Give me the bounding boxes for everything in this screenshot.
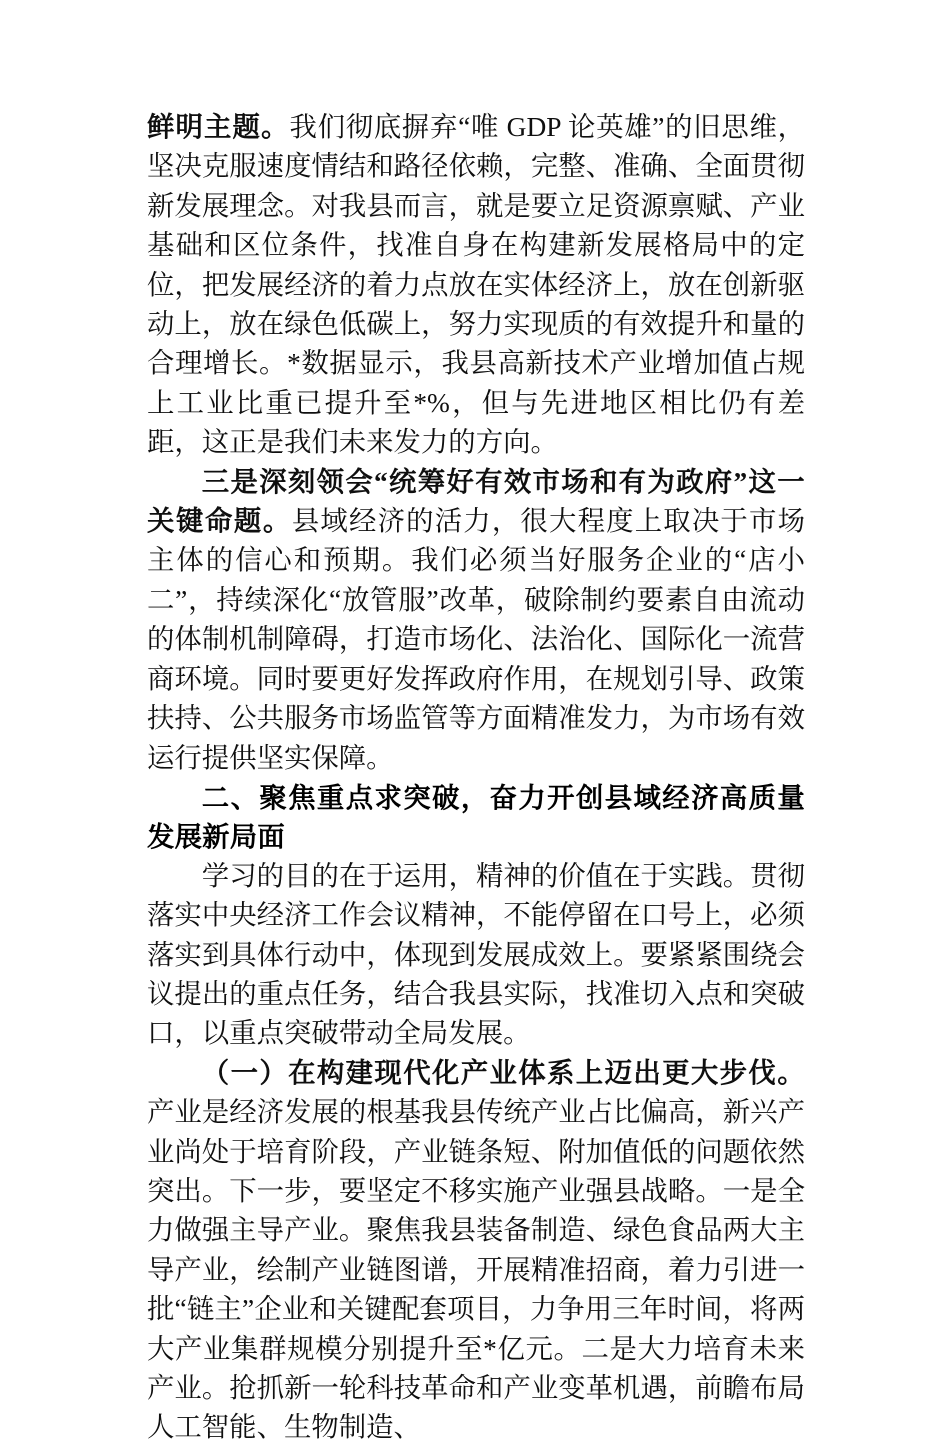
paragraph-text: 县域经济的活力，很大程度上取决于市场主体的信心和预期。我们必须当好服务企业的“店小二”，持续深化“放管服”改革，破除制约要素自由流动的体制机制障碍，打造市场化、法治化、国际化一流营商环境。同时要更好发挥政府作用，在规划引导、政策扶持、公共服务市场监管等方面精准发力，为市场有效运行提供坚实保障。 xyxy=(147,506,805,773)
heading-section-two: 二、聚焦重点求突破，奋力开创县域经济高质量发展新局面 xyxy=(147,781,805,853)
paragraph-text: 学习的目的在于运用，精神的价值在于实践。贯彻落实中央经济工作会议精神，不能停留在口号上，必须落实到具体行动中，体现到发展成效上。要紧紧围绕会议提出的重点任务，结合我县实际，找准切入点和突破口，以重点突破带动全局发展。 xyxy=(147,860,805,1049)
paragraph-lead-bold: 三是深刻领会“统筹好有效市场和有为政府”这一关键命题。 xyxy=(147,466,805,537)
paragraph-lead-bold: （一）在构建现代化产业体系上迈出更大步伐。 xyxy=(201,1057,805,1088)
paragraph-text: 产业是经济发展的根基我县传统产业占比偏高，新兴产业尚处于培育阶段，产业链条短、附加值低的问题依然突出。下一步，要坚定不移实施产业强县战略。一是全力做强主导产业。聚焦我县装备制造、绿色食品两大主导产业，绘制产业链图谱，开展精准招商，着力引进一批“链主”企业和关键配套项目，力争用三年时间，将两大产业集群规模分别提升至*亿元。二是大力培育未来产业。抢抓新一轮科技革命和产业变革机遇，前瞻布局人工智能、生物制造、 xyxy=(147,1097,805,1443)
document-text-column xyxy=(147,108,805,1448)
paragraph-rich-theme xyxy=(147,108,805,463)
paragraph-modern-industry-system xyxy=(147,1054,805,1448)
paragraph-market-government xyxy=(147,463,805,778)
paragraph-text: 我们彻底摒弃“唯 GDP 论英雄”的旧思维，坚决克服速度情结和路径依赖，完整、准确、全面贯彻新发展理念。对我县而言，就是要立足资源禀赋、产业基础和区位条件，找准自身在构建新发展格局中的定位，把发展经济的着力点放在实体经济上，放在创新驱动上，放在绿色低碳上，努力实现质的有效提升和量的合理增长。*数据显示，我县高新技术产业增加值占规上工业比重已提升至*%，但与先进地区相比仍有差距，这正是我们未来发力的方向。 xyxy=(147,112,805,458)
paragraph-lead-bold: 鲜明主题。 xyxy=(147,112,290,142)
paragraph-learning-purpose xyxy=(147,857,805,1054)
